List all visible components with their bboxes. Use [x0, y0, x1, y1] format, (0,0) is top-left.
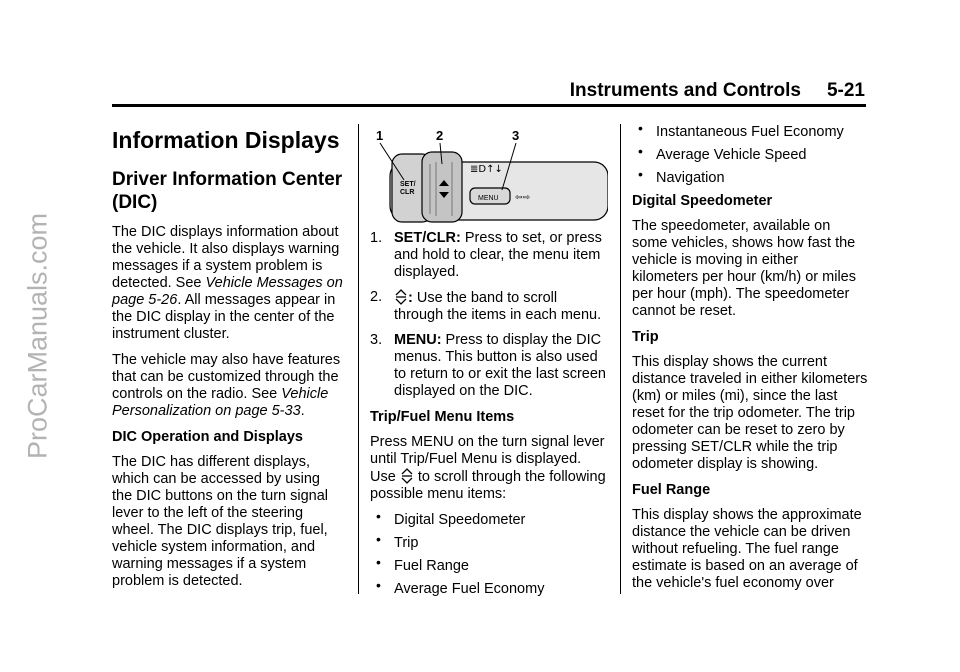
list-item: • Navigation	[638, 166, 725, 186]
cross-reference-link[interactable]: Vehicle Personalization on page 5-33	[112, 386, 329, 419]
item-text: Instantaneous Fuel Economy	[656, 124, 844, 140]
callout-2: 2	[436, 128, 444, 143]
text: to scroll through the following possible menu items:	[370, 469, 606, 502]
page-header	[570, 80, 865, 102]
subheading: Digital Speedometer	[632, 193, 773, 209]
menu-items-list	[370, 508, 608, 598]
setclr-label-line2: CLR	[400, 189, 415, 196]
item-text: Trip	[394, 535, 419, 551]
text: . All messages appear in the DIC display in the center of the instrument cluster.	[112, 292, 336, 342]
list-item: • Average Fuel Economy	[376, 577, 545, 597]
callout-3: 3	[512, 128, 520, 143]
page-number: 5-21	[826, 80, 865, 101]
item-text: Use the band to scroll through the items in each menu.	[394, 290, 602, 323]
headlamp-icon: ≣D↑↓	[470, 164, 503, 175]
watermark-text: ProCarManuals.com	[22, 212, 53, 460]
item-text: Fuel Range	[394, 558, 469, 574]
cross-reference-link[interactable]: Vehicle Messages on page 5-26	[112, 275, 343, 308]
text: .	[300, 403, 305, 419]
paragraph: The DIC has different displays, which can be accessed by using the DIC buttons on the turn signal lever to the left of the steering wheel. The DIC displays trip, fuel, vehicle system information, and warning messages if a system problem is detected.	[112, 454, 329, 589]
paragraph	[370, 434, 608, 503]
item-label: :	[408, 290, 413, 306]
column-divider	[358, 124, 359, 594]
paragraph	[112, 224, 344, 343]
text: The vehicle may also have features that can be customized through the controls on the radio. See	[112, 352, 341, 402]
item-text: Digital Speedometer	[394, 512, 526, 528]
list-item: • Average Vehicle Speed	[638, 143, 807, 163]
button-list	[370, 230, 608, 400]
setclr-label-line1: SET/	[400, 181, 416, 188]
item-number: 2.	[370, 289, 383, 305]
paragraph: This display shows the current distance traveled in either kilometers (km) or miles (mi), since the last reset for the trip odometer. The trip odometer can be reset to zero by pressing SET/CLR while the trip odometer display is showing.	[632, 354, 868, 472]
turn-signal-lever-illustration	[370, 124, 608, 224]
watermark	[8, 0, 68, 672]
item-number: 3.	[370, 332, 383, 348]
item-text: Average Fuel Economy	[394, 581, 545, 597]
callout-1: 1	[376, 128, 384, 143]
section-title: Instruments and Controls	[569, 80, 801, 101]
subheading: DIC Operation and Displays	[112, 429, 303, 445]
item-text: Average Vehicle Speed	[656, 147, 807, 163]
item-label: SET/CLR:	[394, 230, 461, 246]
beam-symbol-icon: ⇦⇨	[515, 193, 531, 203]
list-item	[370, 289, 608, 324]
subheading: Fuel Range	[632, 482, 711, 498]
item-text: Press to set, or press and hold to clear, the menu item displayed.	[394, 230, 602, 280]
subheading: Trip	[632, 329, 659, 345]
item-number: 1.	[370, 230, 383, 246]
subheading: Trip/Fuel Menu Items	[370, 409, 515, 425]
paragraph: This display shows the approximate distance the vehicle can be driven without refueling. The fuel range estimate is based on an average of the vehicle's fuel economy over	[632, 507, 862, 591]
list-item	[370, 332, 608, 400]
list-item: • Digital Speedometer	[376, 508, 526, 528]
thumbwheel-icon	[395, 289, 407, 305]
column-2	[370, 124, 608, 604]
item-text: Press to display the DIC menus. This button is also used to return to or exit the last screen displayed on the DIC.	[394, 332, 606, 399]
subsection-heading: Driver Information Center (DIC)	[112, 169, 343, 213]
column-1	[112, 118, 344, 599]
text: The DIC displays information about the vehicle. It also displays warning messages if a system problem is detected. See	[112, 224, 340, 291]
thumbwheel-icon	[401, 468, 413, 484]
text: Press MENU on the turn signal lever until Trip/Fuel Menu is displayed. Use	[370, 434, 605, 485]
section-heading: Information Displays	[112, 127, 340, 153]
paragraph	[112, 352, 344, 420]
column-3	[632, 120, 868, 601]
item-text: Navigation	[656, 170, 725, 186]
column-divider	[620, 124, 621, 594]
list-item: • Trip	[376, 531, 419, 551]
header-rule	[112, 104, 866, 107]
menu-button-label: MENU	[478, 195, 499, 202]
menu-items-list-continued	[632, 120, 868, 187]
item-label: MENU:	[394, 332, 442, 348]
list-item: • Fuel Range	[376, 554, 469, 574]
list-item	[370, 230, 608, 281]
paragraph: The speedometer, available on some vehicles, shows how fast the vehicle is moving in either kilometers per hour (km/h) or miles per hour (mph). The speedometer cannot be reset.	[632, 218, 856, 319]
list-item: • Instantaneous Fuel Economy	[638, 120, 844, 140]
